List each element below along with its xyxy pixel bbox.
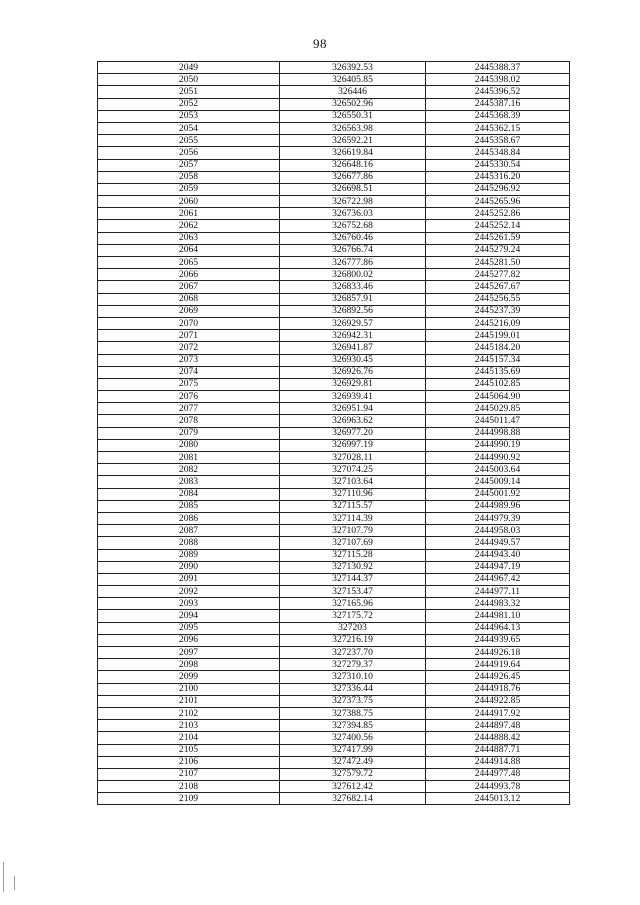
x-coordinate-cell: 326777.86	[280, 257, 426, 269]
table-row	[98, 62, 570, 74]
y-coordinate-cell: 2445396.52	[426, 86, 570, 98]
table-row	[98, 659, 570, 671]
point-number-cell: 2085	[98, 500, 280, 512]
x-coordinate-cell: 326997.19	[280, 439, 426, 451]
table-row	[98, 756, 570, 768]
x-coordinate-cell: 327115.57	[280, 500, 426, 512]
y-coordinate-cell: 2444979.39	[426, 512, 570, 524]
x-coordinate-cell: 327279.37	[280, 659, 426, 671]
y-coordinate-cell: 2444914.88	[426, 756, 570, 768]
x-coordinate-cell: 326736.03	[280, 208, 426, 220]
scan-mark	[3, 862, 4, 892]
y-coordinate-cell: 2444947.19	[426, 561, 570, 573]
y-coordinate-cell: 2444990.19	[426, 439, 570, 451]
y-coordinate-cell: 2445216.09	[426, 317, 570, 329]
y-coordinate-cell: 2444989.96	[426, 500, 570, 512]
x-coordinate-cell: 326648.16	[280, 159, 426, 171]
y-coordinate-cell: 2445316.20	[426, 171, 570, 183]
x-coordinate-cell: 327472.49	[280, 756, 426, 768]
x-coordinate-cell: 327074.25	[280, 464, 426, 476]
x-coordinate-cell: 326857.91	[280, 293, 426, 305]
point-number-cell: 2055	[98, 135, 280, 147]
point-number-cell: 2094	[98, 610, 280, 622]
x-coordinate-cell: 326446	[280, 86, 426, 98]
point-number-cell: 2096	[98, 634, 280, 646]
x-coordinate-cell: 327310.10	[280, 671, 426, 683]
y-coordinate-cell: 2444918.76	[426, 683, 570, 695]
y-coordinate-cell: 2445029.85	[426, 403, 570, 415]
table-row	[98, 744, 570, 756]
y-coordinate-cell: 2444949.57	[426, 537, 570, 549]
table-row	[98, 159, 570, 171]
point-number-cell: 2077	[98, 403, 280, 415]
y-coordinate-cell: 2445330.54	[426, 159, 570, 171]
table-row	[98, 330, 570, 342]
point-number-cell: 2049	[98, 62, 280, 74]
x-coordinate-cell: 326502.96	[280, 98, 426, 110]
point-number-cell: 2109	[98, 793, 280, 805]
point-number-cell: 2056	[98, 147, 280, 159]
table-row	[98, 98, 570, 110]
table-row	[98, 147, 570, 159]
point-number-cell: 2052	[98, 98, 280, 110]
x-coordinate-cell: 326929.57	[280, 317, 426, 329]
point-number-cell: 2088	[98, 537, 280, 549]
x-coordinate-cell: 326892.56	[280, 305, 426, 317]
y-coordinate-cell: 2445358.67	[426, 135, 570, 147]
table-row	[98, 403, 570, 415]
x-coordinate-cell: 326760.46	[280, 232, 426, 244]
table-row	[98, 512, 570, 524]
table-row	[98, 586, 570, 598]
x-coordinate-cell: 326619.84	[280, 147, 426, 159]
x-coordinate-cell: 327612.42	[280, 781, 426, 793]
y-coordinate-cell: 2444990.92	[426, 452, 570, 464]
x-coordinate-cell: 327373.75	[280, 695, 426, 707]
point-number-cell: 2093	[98, 598, 280, 610]
point-number-cell: 2086	[98, 512, 280, 524]
x-coordinate-cell: 327103.64	[280, 476, 426, 488]
y-coordinate-cell: 2444993.78	[426, 781, 570, 793]
x-coordinate-cell: 326942.31	[280, 330, 426, 342]
point-number-cell: 2101	[98, 695, 280, 707]
point-number-cell: 2092	[98, 586, 280, 598]
table-row	[98, 671, 570, 683]
table-row	[98, 598, 570, 610]
x-coordinate-cell: 326592.21	[280, 135, 426, 147]
point-number-cell: 2060	[98, 196, 280, 208]
point-number-cell: 2103	[98, 720, 280, 732]
table-row	[98, 537, 570, 549]
x-coordinate-cell: 326677.86	[280, 171, 426, 183]
y-coordinate-cell: 2444888.42	[426, 732, 570, 744]
table-row	[98, 464, 570, 476]
table-row	[98, 354, 570, 366]
x-coordinate-cell: 327130.92	[280, 561, 426, 573]
table-row	[98, 232, 570, 244]
point-number-cell: 2098	[98, 659, 280, 671]
table-row	[98, 196, 570, 208]
y-coordinate-cell: 2444917.92	[426, 707, 570, 719]
table-row	[98, 122, 570, 134]
x-coordinate-cell: 327682.14	[280, 793, 426, 805]
table-row	[98, 208, 570, 220]
y-coordinate-cell: 2444919.64	[426, 659, 570, 671]
y-coordinate-cell: 2444983.32	[426, 598, 570, 610]
table-row	[98, 561, 570, 573]
y-coordinate-cell: 2444897.48	[426, 720, 570, 732]
y-coordinate-cell: 2445348.84	[426, 147, 570, 159]
table-row	[98, 342, 570, 354]
table-row	[98, 732, 570, 744]
x-coordinate-cell: 326800.02	[280, 269, 426, 281]
x-coordinate-cell: 326941.87	[280, 342, 426, 354]
table-row	[98, 452, 570, 464]
point-number-cell: 2091	[98, 573, 280, 585]
point-number-cell: 2059	[98, 183, 280, 195]
x-coordinate-cell: 326550.31	[280, 110, 426, 122]
x-coordinate-cell: 327115.28	[280, 549, 426, 561]
y-coordinate-cell: 2445388.37	[426, 62, 570, 74]
y-coordinate-cell: 2444967.42	[426, 573, 570, 585]
table-row	[98, 622, 570, 634]
point-number-cell: 2076	[98, 391, 280, 403]
point-number-cell: 2105	[98, 744, 280, 756]
table-row	[98, 220, 570, 232]
table-row	[98, 378, 570, 390]
point-number-cell: 2100	[98, 683, 280, 695]
table-row	[98, 707, 570, 719]
table-row	[98, 171, 570, 183]
table-row	[98, 427, 570, 439]
point-number-cell: 2058	[98, 171, 280, 183]
table-row	[98, 695, 570, 707]
point-number-cell: 2067	[98, 281, 280, 293]
point-number-cell: 2087	[98, 525, 280, 537]
y-coordinate-cell: 2444943.40	[426, 549, 570, 561]
x-coordinate-cell: 327110.96	[280, 488, 426, 500]
y-coordinate-cell: 2445281.50	[426, 257, 570, 269]
point-number-cell: 2068	[98, 293, 280, 305]
table-row	[98, 488, 570, 500]
page-number: 98	[313, 36, 327, 51]
x-coordinate-cell: 327417.99	[280, 744, 426, 756]
y-coordinate-cell: 2445252.86	[426, 208, 570, 220]
x-coordinate-cell: 326833.46	[280, 281, 426, 293]
point-number-cell: 2073	[98, 354, 280, 366]
x-coordinate-cell: 326939.41	[280, 391, 426, 403]
y-coordinate-cell: 2444998.88	[426, 427, 570, 439]
point-number-cell: 2063	[98, 232, 280, 244]
x-coordinate-cell: 326951.94	[280, 403, 426, 415]
point-number-cell: 2097	[98, 647, 280, 659]
table-row	[98, 257, 570, 269]
point-number-cell: 2084	[98, 488, 280, 500]
table-row	[98, 720, 570, 732]
y-coordinate-cell: 2445011.47	[426, 415, 570, 427]
x-coordinate-cell: 326563.98	[280, 122, 426, 134]
y-coordinate-cell: 2445064.90	[426, 391, 570, 403]
point-number-cell: 2081	[98, 452, 280, 464]
point-number-cell: 2074	[98, 366, 280, 378]
x-coordinate-cell: 327144.37	[280, 573, 426, 585]
y-coordinate-cell: 2445003.64	[426, 464, 570, 476]
y-coordinate-cell: 2445157.34	[426, 354, 570, 366]
y-coordinate-cell: 2445265.96	[426, 196, 570, 208]
x-coordinate-cell: 327237.70	[280, 647, 426, 659]
x-coordinate-cell: 327388.75	[280, 707, 426, 719]
point-number-cell: 2107	[98, 768, 280, 780]
point-number-cell: 2079	[98, 427, 280, 439]
x-coordinate-cell: 327336.44	[280, 683, 426, 695]
y-coordinate-cell: 2445009.14	[426, 476, 570, 488]
x-coordinate-cell: 326926.76	[280, 366, 426, 378]
table-row	[98, 135, 570, 147]
x-coordinate-cell: 327579.72	[280, 768, 426, 780]
point-number-cell: 2054	[98, 122, 280, 134]
y-coordinate-cell: 2444939.65	[426, 634, 570, 646]
table-row	[98, 366, 570, 378]
table-row	[98, 415, 570, 427]
table-row	[98, 610, 570, 622]
point-number-cell: 2106	[98, 756, 280, 768]
table-row	[98, 500, 570, 512]
table-row	[98, 244, 570, 256]
coordinate-table	[97, 61, 570, 805]
point-number-cell: 2070	[98, 317, 280, 329]
point-number-cell: 2072	[98, 342, 280, 354]
x-coordinate-cell: 327114.39	[280, 512, 426, 524]
x-coordinate-cell: 327107.69	[280, 537, 426, 549]
point-number-cell: 2108	[98, 781, 280, 793]
y-coordinate-cell: 2445398.02	[426, 74, 570, 86]
point-number-cell: 2051	[98, 86, 280, 98]
table-row	[98, 74, 570, 86]
x-coordinate-cell: 326698.51	[280, 183, 426, 195]
point-number-cell: 2080	[98, 439, 280, 451]
table-row	[98, 439, 570, 451]
x-coordinate-cell: 326405.85	[280, 74, 426, 86]
point-number-cell: 2065	[98, 257, 280, 269]
y-coordinate-cell: 2444926.18	[426, 647, 570, 659]
table-row	[98, 110, 570, 122]
point-number-cell: 2090	[98, 561, 280, 573]
point-number-cell: 2061	[98, 208, 280, 220]
scan-mark	[14, 876, 15, 890]
y-coordinate-cell: 2444958.03	[426, 525, 570, 537]
y-coordinate-cell: 2444887.71	[426, 744, 570, 756]
point-number-cell: 2075	[98, 378, 280, 390]
table-row	[98, 549, 570, 561]
y-coordinate-cell: 2445279.24	[426, 244, 570, 256]
y-coordinate-cell: 2444964.13	[426, 622, 570, 634]
point-number-cell: 2066	[98, 269, 280, 281]
table-row	[98, 525, 570, 537]
y-coordinate-cell: 2444977.11	[426, 586, 570, 598]
point-number-cell: 2083	[98, 476, 280, 488]
point-number-cell: 2082	[98, 464, 280, 476]
table-row	[98, 647, 570, 659]
x-coordinate-cell: 326929.81	[280, 378, 426, 390]
point-number-cell: 2057	[98, 159, 280, 171]
y-coordinate-cell: 2445267.67	[426, 281, 570, 293]
y-coordinate-cell: 2445102.85	[426, 378, 570, 390]
x-coordinate-cell: 326963.62	[280, 415, 426, 427]
y-coordinate-cell: 2445261.59	[426, 232, 570, 244]
y-coordinate-cell: 2445184.20	[426, 342, 570, 354]
table-row	[98, 293, 570, 305]
table-row	[98, 86, 570, 98]
table-row	[98, 768, 570, 780]
point-number-cell: 2099	[98, 671, 280, 683]
table-row	[98, 281, 570, 293]
table-row	[98, 317, 570, 329]
x-coordinate-cell: 326930.45	[280, 354, 426, 366]
y-coordinate-cell: 2445368.39	[426, 110, 570, 122]
y-coordinate-cell: 2445362.15	[426, 122, 570, 134]
y-coordinate-cell: 2445256.55	[426, 293, 570, 305]
point-number-cell: 2102	[98, 707, 280, 719]
x-coordinate-cell: 326766.74	[280, 244, 426, 256]
table-row	[98, 634, 570, 646]
y-coordinate-cell: 2445001.92	[426, 488, 570, 500]
table-row	[98, 391, 570, 403]
point-number-cell: 2095	[98, 622, 280, 634]
table-row	[98, 476, 570, 488]
y-coordinate-cell: 2444922.85	[426, 695, 570, 707]
x-coordinate-cell: 326722.98	[280, 196, 426, 208]
point-number-cell: 2089	[98, 549, 280, 561]
x-coordinate-cell: 327028.11	[280, 452, 426, 464]
x-coordinate-cell: 327153.47	[280, 586, 426, 598]
point-number-cell: 2078	[98, 415, 280, 427]
x-coordinate-cell: 327203	[280, 622, 426, 634]
table-row	[98, 573, 570, 585]
point-number-cell: 2050	[98, 74, 280, 86]
point-number-cell: 2069	[98, 305, 280, 317]
x-coordinate-cell: 327107.79	[280, 525, 426, 537]
x-coordinate-cell: 327175.72	[280, 610, 426, 622]
y-coordinate-cell: 2444981.10	[426, 610, 570, 622]
point-number-cell: 2071	[98, 330, 280, 342]
x-coordinate-cell: 326752.68	[280, 220, 426, 232]
y-coordinate-cell: 2445252.14	[426, 220, 570, 232]
y-coordinate-cell: 2445013.12	[426, 793, 570, 805]
x-coordinate-cell: 326392.53	[280, 62, 426, 74]
y-coordinate-cell: 2445387.16	[426, 98, 570, 110]
point-number-cell: 2062	[98, 220, 280, 232]
table-row	[98, 183, 570, 195]
table-row	[98, 269, 570, 281]
y-coordinate-cell: 2445237.39	[426, 305, 570, 317]
x-coordinate-cell: 327400.56	[280, 732, 426, 744]
y-coordinate-cell: 2445135.69	[426, 366, 570, 378]
table-row	[98, 305, 570, 317]
x-coordinate-cell: 327216.19	[280, 634, 426, 646]
point-number-cell: 2104	[98, 732, 280, 744]
table-row	[98, 793, 570, 805]
point-number-cell: 2064	[98, 244, 280, 256]
x-coordinate-cell: 327394.85	[280, 720, 426, 732]
y-coordinate-cell: 2444926.45	[426, 671, 570, 683]
y-coordinate-cell: 2445277.82	[426, 269, 570, 281]
table-row	[98, 683, 570, 695]
x-coordinate-cell: 326977.20	[280, 427, 426, 439]
coordinate-table-body	[98, 62, 570, 805]
y-coordinate-cell: 2444977.48	[426, 768, 570, 780]
y-coordinate-cell: 2445199.01	[426, 330, 570, 342]
y-coordinate-cell: 2445296.92	[426, 183, 570, 195]
x-coordinate-cell: 327165.96	[280, 598, 426, 610]
table-row	[98, 781, 570, 793]
point-number-cell: 2053	[98, 110, 280, 122]
